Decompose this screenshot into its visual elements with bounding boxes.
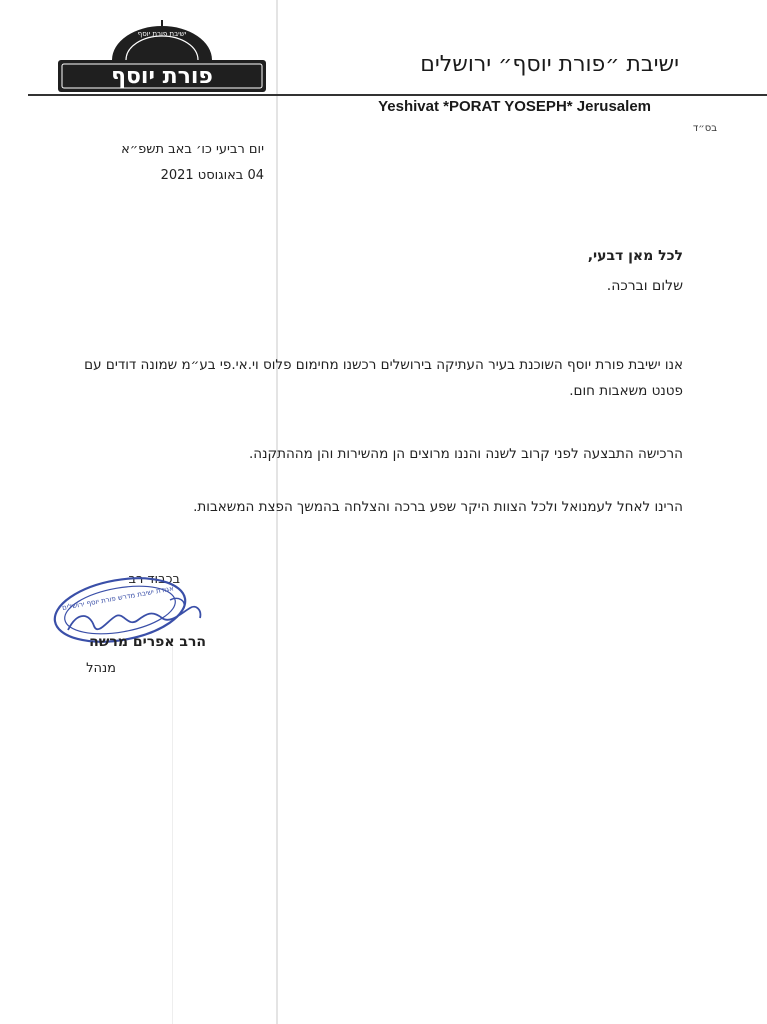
bsd-mark: בס״ד xyxy=(692,123,717,134)
handwritten-signature xyxy=(68,607,200,630)
signer-title: מנהל xyxy=(86,661,116,676)
logo-text: פורת יוסף xyxy=(111,64,213,89)
body-paragraph-1: אנו ישיבת פורת יוסף השוכנת בעיר העתיקה בירושלים רכשנו מחימום פלוס וי.אי.פי בע״מ שמונה דודים עם פטנט משאבות חום. xyxy=(84,357,683,399)
body-paragraph-3: הרינו לאחל לעמנואל ולכל הצוות היקר שפע ברכה והצלחה בהמשך הפצת המשאבות. xyxy=(193,499,683,515)
closing-line: בכבוד רב xyxy=(128,572,180,587)
greeting: שלום וברכה. xyxy=(606,278,683,294)
hebrew-date: יום רביעי כו׳ באב תשפ״א xyxy=(121,142,264,157)
stamp-text: אגודת ישיבת מדרש פורת יוסף ירושלים xyxy=(61,584,175,612)
gregorian-date: 04 באוגוסט 2021 xyxy=(160,168,264,183)
letterhead-hebrew-name: ישיבת ״פורת יוסף״ ירושלים xyxy=(420,52,679,77)
letterhead-english-name: Yeshivat *PORAT YOSEPH* Jerusalem xyxy=(378,98,651,115)
yeshiva-logo xyxy=(56,20,268,96)
letterhead-rule xyxy=(28,94,767,96)
logo-arc-text: ישיבת פורת יוסף xyxy=(137,30,187,38)
body-paragraph-2: הרכישה התבצעה לפני קרוב לשנה והננו מרוצים הן מהשירות והן מההתקנה. xyxy=(249,446,683,462)
signer-name: הרב אפרים מרשה xyxy=(89,634,206,650)
salutation: לכל מאן דבעי, xyxy=(587,248,683,264)
scan-fold-line-secondary xyxy=(172,640,173,1024)
